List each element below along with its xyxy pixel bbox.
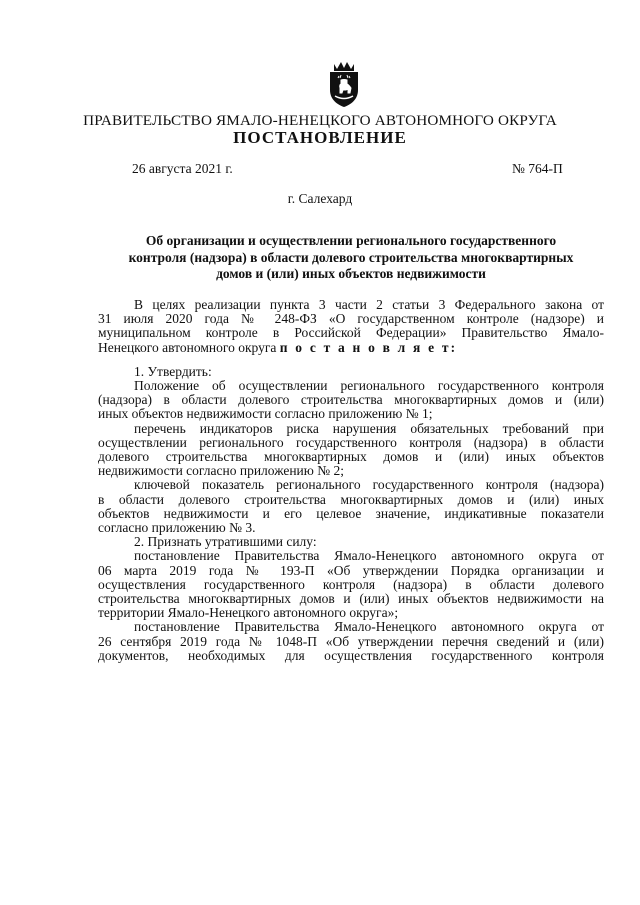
item2-heading: 2. Признать утратившими силу: (134, 534, 317, 550)
yamal-coat-of-arms-icon (327, 60, 361, 108)
document-type: ПОСТАНОВЛЕНИЕ (233, 128, 407, 147)
government-name: ПРАВИТЕЛЬСТВО ЯМАЛО-НЕНЕЦКОГО АВТОНОМНОГО ОКРУГА (83, 112, 557, 129)
text-line: согласно приложению № 3. (98, 520, 256, 536)
title-line: домов и (или) иных объектов недвижимости (216, 266, 486, 281)
text-line: муниципальном контроле в Российской Федерации» Правительство Ямало- (98, 325, 604, 341)
item1-paragraph-c (98, 478, 604, 535)
text-line (62, 341, 604, 355)
text-line: В целях реализации пункта 3 части 2 статьи 3 Федерального закона от (134, 297, 604, 312)
text-line: 31 июля 2020 года № 248-ФЗ «О государственном контроле (надзоре) и (98, 311, 604, 327)
text-line: недвижимости согласно приложению № 2; (98, 463, 344, 479)
document-body (98, 298, 604, 663)
text-line: долевого строительства многоквартирных домов и (или) иных объектов (98, 449, 604, 465)
text-line: в области долевого строительства многоквартирных домов и (или) иных (98, 491, 604, 507)
text-line: Положение об осуществлении регионального государственного контроля (134, 378, 604, 394)
document-city: г. Салехард (287, 191, 353, 206)
text-line: перечень индикаторов риска нарушения обязательных требований при (134, 420, 604, 436)
intro-paragraph (98, 298, 604, 355)
text-line: постановление Правительства Ямало-Ненецкого автономного округа от (134, 619, 604, 635)
text-line: (надзора) в области долевого строительства многоквартирных домов и (или) (98, 392, 604, 408)
resolves-word: п о с т а н о в л я е т: (279, 339, 458, 355)
document-number: № 764-П (512, 161, 563, 176)
text-line: территории Ямало-Ненецкого автономного округа»; (98, 605, 399, 621)
text-fragment: Ненецкого автономного округа (98, 339, 280, 355)
item1-heading: 1. Утвердить: (134, 363, 212, 379)
item1-paragraph-b (98, 422, 604, 479)
text-line: 26 сентября 2019 года № 1048-П «Об утверждении перечня сведений и (или) (98, 633, 604, 649)
text-line: осуществлении регионального государственного контроля (надзора) в области (98, 434, 604, 450)
document-date: 26 августа 2021 г. (132, 161, 233, 176)
text-line: иных объектов недвижимости согласно приложению № 1; (98, 406, 433, 422)
text-line: документов, необходимых для осуществления государственного контроля (98, 647, 604, 663)
text-line: 06 марта 2019 года № 193-П «Об утверждении Порядка организации и (98, 562, 604, 578)
text-line: постановление Правительства Ямало-Ненецкого автономного округа от (134, 548, 604, 564)
title-line: Об организации и осуществлении регионального государственного (145, 233, 557, 248)
text-line: осуществления государственного контроля (надзора) в области долевого (98, 576, 604, 592)
item1-paragraph-a (98, 379, 604, 422)
title-line: контроля (надзора) в области долевого строительства многоквартирных (128, 249, 574, 265)
item2-paragraph-b (98, 620, 604, 663)
document-title (98, 233, 604, 283)
text-line: ключевой показатель регионального государственного контроля (надзора) (134, 477, 604, 493)
item2-paragraph-a (98, 549, 604, 620)
text-line: строительства многоквартирных домов и (или) иных объектов недвижимости на (98, 591, 604, 607)
text-line: объектов недвижимости и его целевое значение, индикативные показатели (98, 505, 604, 521)
